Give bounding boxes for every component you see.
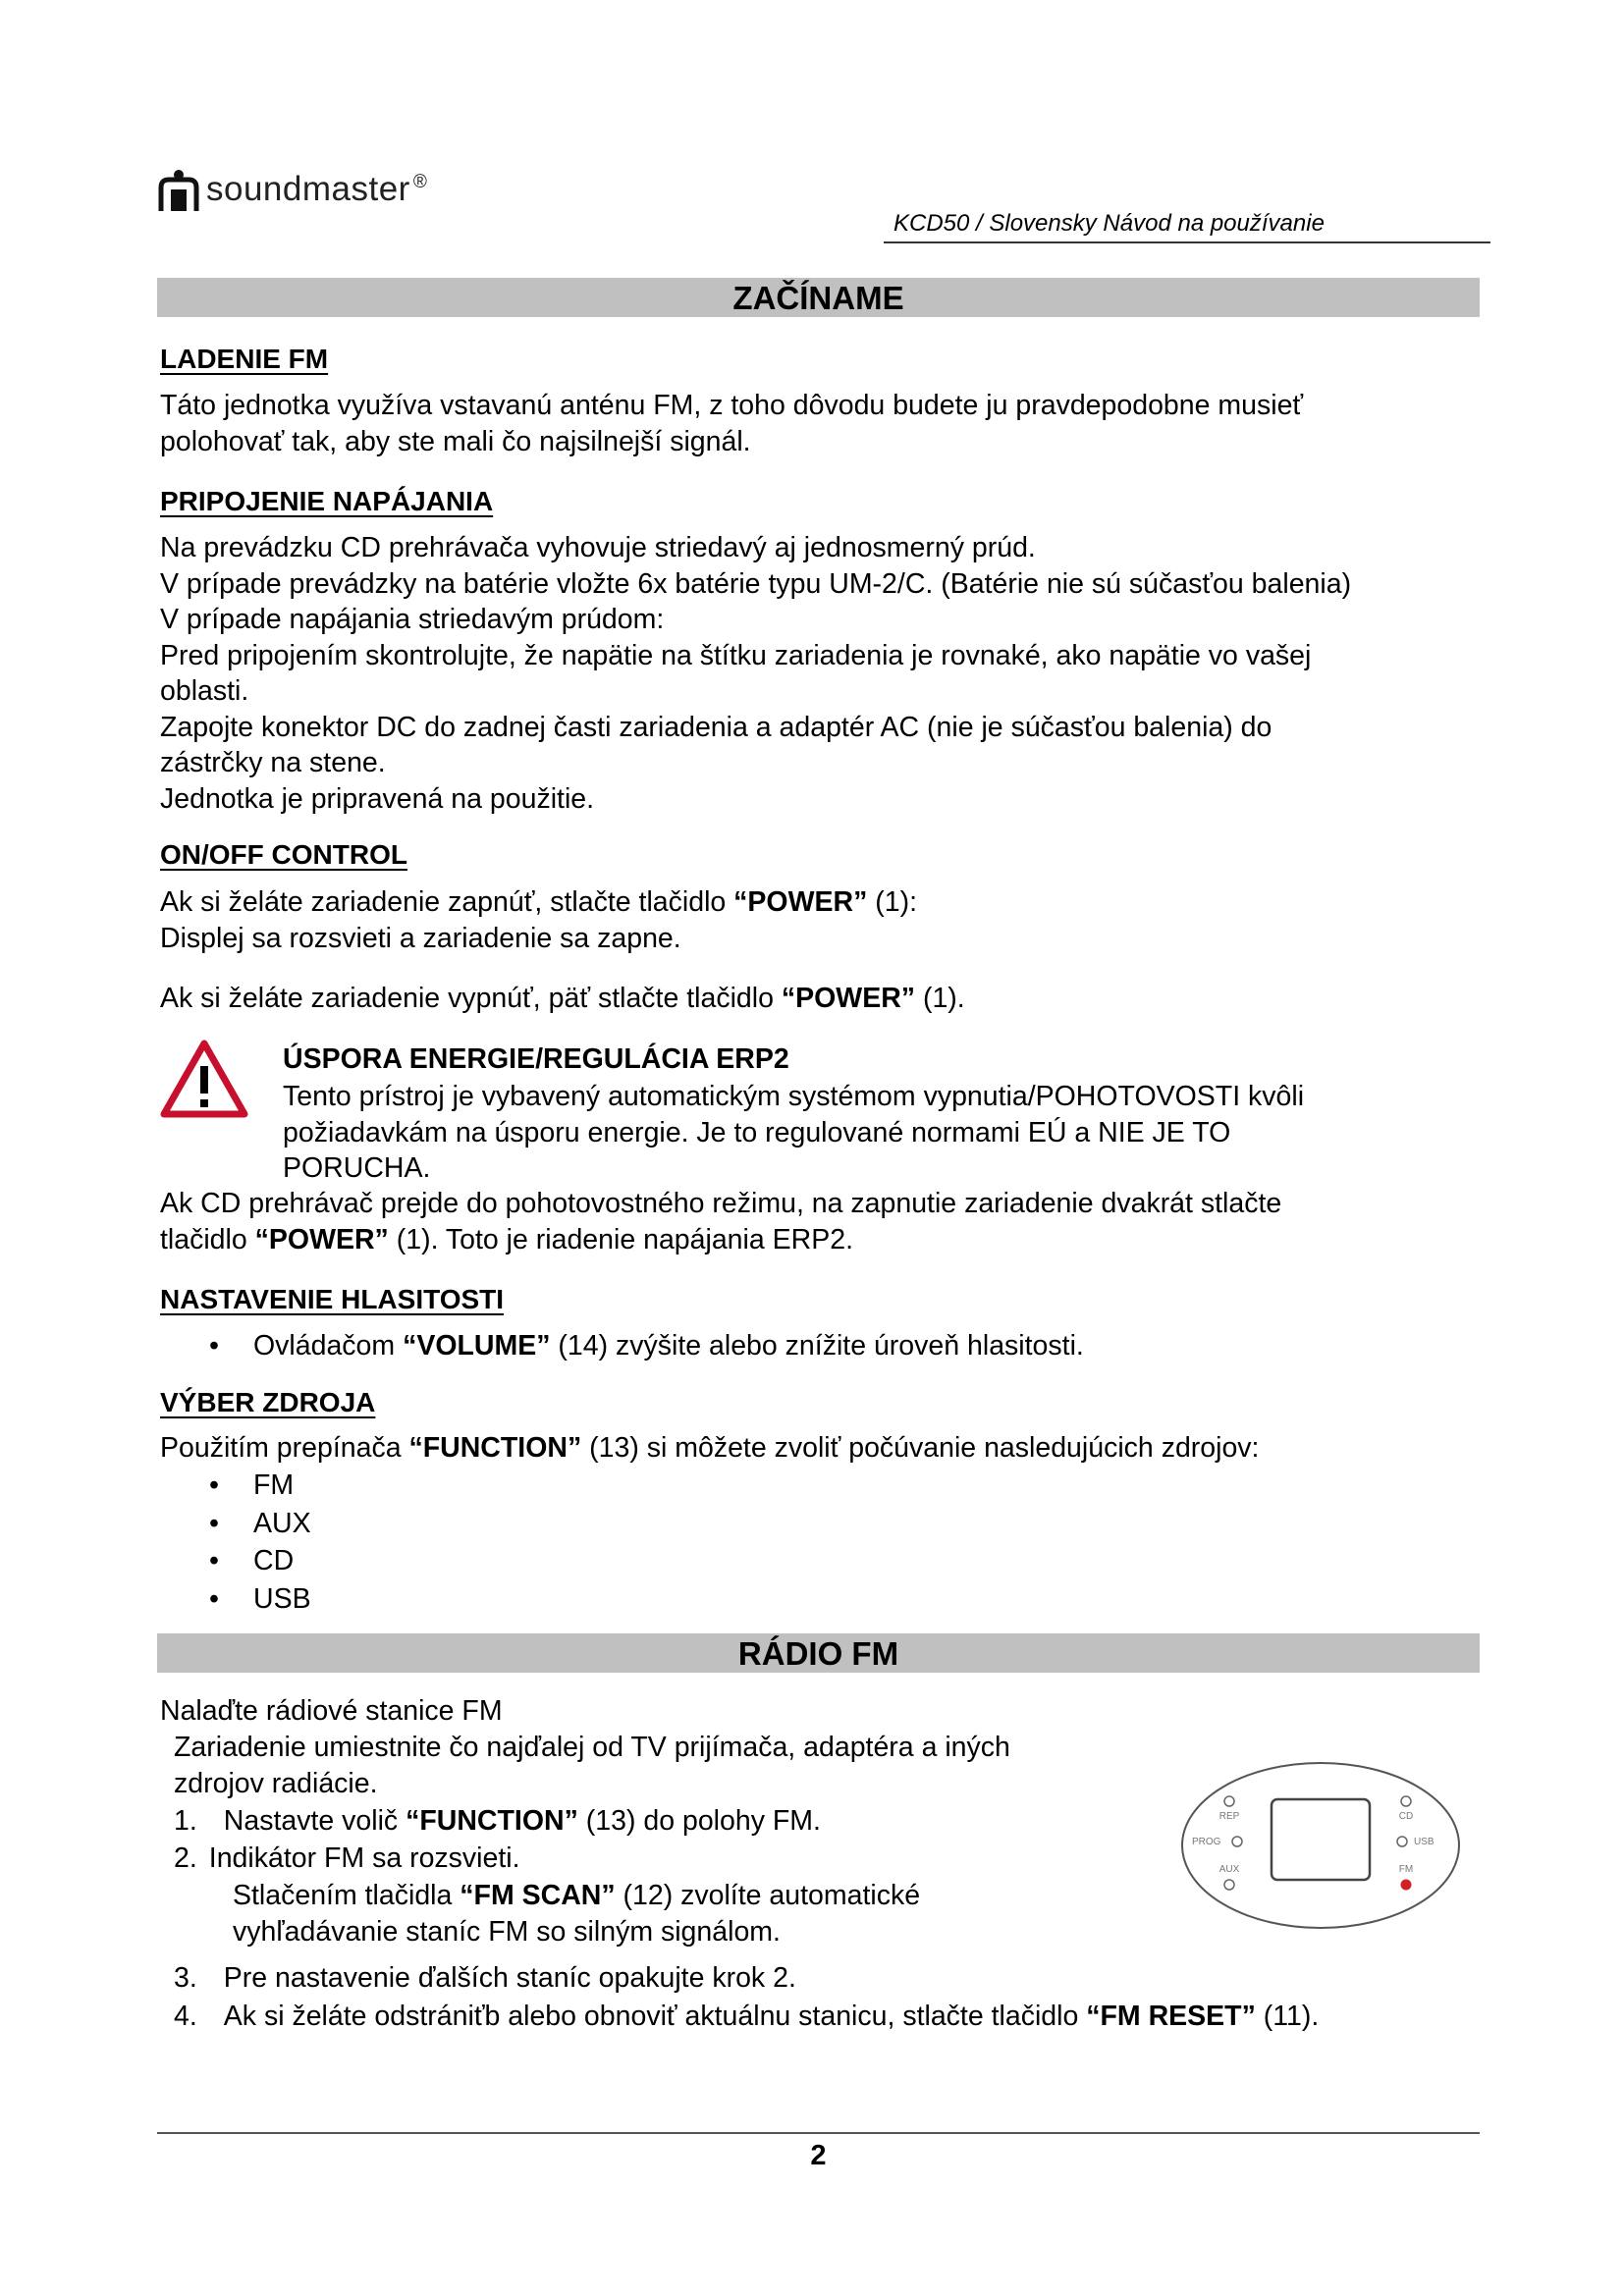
list-item: • FM: [160, 1467, 311, 1505]
usb-label: USB: [1414, 1837, 1435, 1847]
onoff-paragraph: [160, 884, 1486, 956]
text-line: Zariadenie umiestnite čo najďalej od TV prijímača, adaptéra a iných: [174, 1732, 1010, 1763]
source-list: [160, 1467, 311, 1618]
device-display-illustration: [1178, 1760, 1463, 1932]
heading-nastavenie-hlasitosti: NASTAVENIE HLASITOSTI: [160, 1284, 505, 1314]
heading-on-off-control: ON/OFF CONTROL: [160, 839, 407, 870]
text-line: vyhľadávanie staníc FM so silným signálom.: [233, 1916, 781, 1948]
text-line: Pred pripojením skontrolujte, že napätie na štítku zariadenia je rovnaké, ako napätie vo vašej: [160, 639, 1312, 671]
radio-step-3: 3. Pre nastavenie ďalších staníc opakujte krok 2.: [174, 1962, 796, 1994]
section-band-zaciname: ZAČÍNAME: [157, 278, 1480, 317]
napajanie-paragraph: [160, 530, 1486, 817]
text-line: Ak si želáte zariadenie vypnúť, päť stlačte tlačidlo “POWER” (1).: [160, 983, 965, 1014]
heading-uspora-energie: ÚSPORA ENERGIE/REGULÁCIA ERP2: [283, 1043, 789, 1075]
text-line: Jednotka je pripravená na použitie.: [160, 782, 595, 815]
page-number: 2: [810, 2140, 827, 2171]
ladenie-paragraph: [160, 388, 1486, 459]
brand-name: soundmaster ®: [206, 170, 428, 208]
heading-pripojenie-napajania: PRIPOJENIE NAPÁJANIA: [160, 486, 494, 516]
radio-step-2: 2. Indikátor FM sa rozsvieti.: [174, 1842, 520, 1874]
radio-intro: Nalaďte rádiové stanice FM: [160, 1695, 503, 1727]
text-line: V prípade prevádzky na batérie vložte 6x batérie typu UM-2/C. (Batérie nie sú súčasťou balenia): [160, 567, 1352, 600]
brand-logo: [157, 165, 427, 214]
volume-bullet-list: [160, 1327, 1084, 1365]
list-item: • AUX: [160, 1505, 311, 1543]
text-line: Displej sa rozsvieti a zariadenie sa zapne.: [160, 922, 681, 954]
text-line: zdrojov radiácie.: [174, 1768, 378, 1799]
footer-rule: [157, 2132, 1480, 2134]
zdroj-paragraph: [160, 1430, 1486, 1467]
erp-paragraph-2: [160, 1186, 1486, 1257]
onoff-paragraph-2: [160, 981, 1486, 1017]
text-line: tlačidlo “POWER” (1). Toto je riadenie napájania ERP2.: [160, 1223, 853, 1255]
rep-label: REP: [1218, 1811, 1240, 1822]
text-line: zástrčky na stene.: [160, 747, 386, 778]
text-line: Tento prístroj je vybavený automatickým systémom vypnutia/POHOTOVOSTI kvôli: [283, 1081, 1305, 1112]
list-item: • Ovládačom “VOLUME” (14) zvýšite alebo znížite úroveň hlasitosti.: [160, 1327, 1084, 1365]
document-header: KCD50 / Slovensky Návod na používanie: [884, 210, 1490, 243]
soundmaster-logo-icon: [157, 166, 200, 213]
text-line: polohovať tak, aby ste mali čo najsilnejší signál.: [160, 425, 751, 457]
text-line: požiadavkám na úsporu energie. Je to regulované normami EÚ a NIE JE TO: [283, 1116, 1231, 1148]
prog-label: PROG: [1192, 1837, 1221, 1847]
text-line: Táto jednotka využíva vstavanú anténu FM, z toho dôvodu budete ju pravdepodobne musieť: [160, 390, 1304, 421]
erp-paragraph: [283, 1079, 1461, 1187]
fm-label: FM: [1398, 1864, 1414, 1875]
radio-step-1: 1. Nastavte volič “FUNCTION” (13) do polohy FM.: [174, 1805, 821, 1837]
text-line: Stlačením tlačidla “FM SCAN” (12) zvolíte automatické: [233, 1880, 921, 1911]
heading-ladenie-fm: LADENIE FM: [160, 344, 329, 374]
section-band-radio-fm: RÁDIO FM: [157, 1633, 1480, 1673]
text-line: PORUCHA.: [283, 1152, 431, 1184]
radio-step-2-detail: [233, 1878, 920, 1950]
cd-label: CD: [1398, 1811, 1414, 1822]
list-item: • USB: [160, 1580, 311, 1619]
list-item: • CD: [160, 1542, 311, 1580]
heading-vyber-zdroja: VÝBER ZDROJA: [160, 1387, 376, 1417]
fm-indicator-icon: [1401, 1880, 1412, 1891]
aux-label: AUX: [1218, 1864, 1240, 1875]
text-line: oblasti.: [160, 675, 249, 707]
text-line: Ak si želáte zariadenie zapnúť, stlačte tlačidlo “POWER” (1):: [160, 886, 918, 918]
text-line: Použitím prepínača “FUNCTION” (13) si môžete zvoliť počúvanie nasledujúcich zdrojov:: [160, 1432, 1260, 1464]
warning-triangle-icon: [160, 1039, 248, 1119]
text-line: Zapojte konektor DC do zadnej časti zariadenia a adaptér AC (nie je súčasťou balenia) do: [160, 711, 1272, 743]
text-line: V prípade napájania striedavým prúdom:: [160, 604, 665, 635]
text-line: Na prevádzku CD prehrávača vyhovuje striedavý aj jednosmerný prúd.: [160, 532, 1036, 563]
radio-paragraph: [174, 1730, 1156, 1802]
text-line: Ak CD prehrávač prejde do pohotovostného režimu, na zapnutie zariadenie dvakrát stlačte: [160, 1188, 1282, 1219]
radio-step-4: 4. Ak si želáte odstrániťb alebo obnoviť aktuálnu stanicu, stlačte tlačidlo “FM RESET” (11).: [174, 2001, 1320, 2032]
